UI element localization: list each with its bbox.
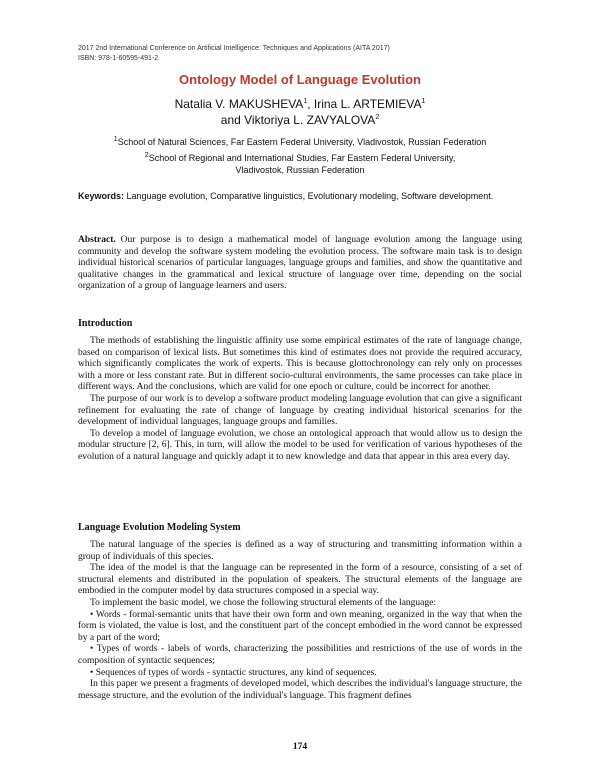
author-affil-mark: 2 [375,114,380,121]
isbn-line: ISBN: 978-1-60595-491-2 [78,54,159,62]
author-affil-mark: 1 [303,98,308,105]
bullet-item: • Types of words - labels of words, characterizing the possibilities and restrictions of the use of words in the composition of syntactic sequences; [78,644,522,666]
paragraph: The purpose of our work is to develop a software product modeling language evolution that can give a significant refinement for evaluating the rate of change of language by creating individual historical scenarios for the development of individual languages, language groups and families. [78,393,522,428]
conference-line: 2017 2nd International Conference on Artificial Intelligence: Techniques and Applications (AITA 2017) [78,45,390,52]
abstract [78,235,522,293]
keywords-text: Language evolution, Comparative linguistics, Evolutionary modeling, Software development. [124,191,494,201]
section-body [78,540,522,702]
paragraph: To implement the basic model, we chose the following structural elements of the language: [90,597,436,608]
affiliation: $^1$School of Natural Sciences, Far Eastern Federal University, Vladivostok, Russian Federation [113,136,487,147]
page-number: 174 [292,742,308,752]
author-list: Natalia V. MAKUSHEVA$^1$, Irina L. ARTEMIEVA$^1$ and Viktoriya L. ZAVYALOVA$^2$ [174,97,426,127]
paragraph: The natural language of the species is defined as a way of structuring and transmitting information within a group of individuals of this species. [78,540,522,562]
abstract-text: Our purpose is to design a mathematical model of language evolution among the language using community and develop the software system modeling the evolution process. The software main task is to design individual historical scenarios of particular languages, language groups and families, and show the quantitative and qualitative changes in the grammatical and lexical structure of language over time, depending on the social organization of a group of language learners and users. [78,235,522,292]
author-name: Natalia V. MAKUSHEVA [174,97,304,111]
bullet-item: • Words - formal-semantic units that have their own form and own meaning, organized in the way that when the form is violated, the value is lost, and the constituent part of the concept embodied in the word cannot be expressed by a part of the word; [78,609,522,643]
conference-header [78,44,538,63]
author-name: Viktoriya L. ZAVYALOVA [244,113,376,127]
bullet-item: • Sequences of types of words - syntactic structures, any kind of sequences. [90,667,377,678]
author-name: Irina L. ARTEMIEVA [313,97,422,111]
affiliation: $^2$School of Regional and International Studies, Far Eastern Federal University, Vladivostok, Russian Federation [144,152,456,175]
keywords [78,190,522,202]
author-affil-mark: 1 [421,98,426,105]
section-body [78,336,522,464]
paragraph: The methods of establishing the linguistic affinity use some empirical estimates of the rate of language change, based on comparison of lexical lists. But sometimes this kind of estimates does not provide the required accuracy, which significantly complicates the work of experts. This is because glottochronology can rely only on processes with a more or less constant rate. But in different socio-cultural environments, the same processes can take place in different ways. And the conclusions, which are valid for one epoch or culture, could be incorrect for another. [78,336,522,393]
paragraph: The idea of the model is that the language can be represented in the form of a resource, consisting of a set of structural elements and distributed in the population of speakers. The structural elements of the language are embodied in the computer model by data structures composed in a special way. [78,563,522,597]
keywords-label: Keywords: [78,191,125,201]
paragraph: In this paper we present a fragments of developed model, which describes the individual's language structure, the message structure, and the evolution of the individual's language. This fragment defines [78,679,522,701]
abstract-label: Abstract. [78,235,116,245]
paper-title: Ontology Model of Language Evolution [179,72,421,87]
paragraph: To develop a model of language evolution, we chose an ontological approach that would allow us to design the modular structure [2, 6]. This, in turn, will allow the model to be used for verification of various hypotheses of the evolution of a natural language and quickly adapt it to new knowledge and data that appear in this area every day. [78,428,522,462]
section-heading: Introduction [78,318,133,329]
section-heading: Language Evolution Modeling System [78,522,241,533]
